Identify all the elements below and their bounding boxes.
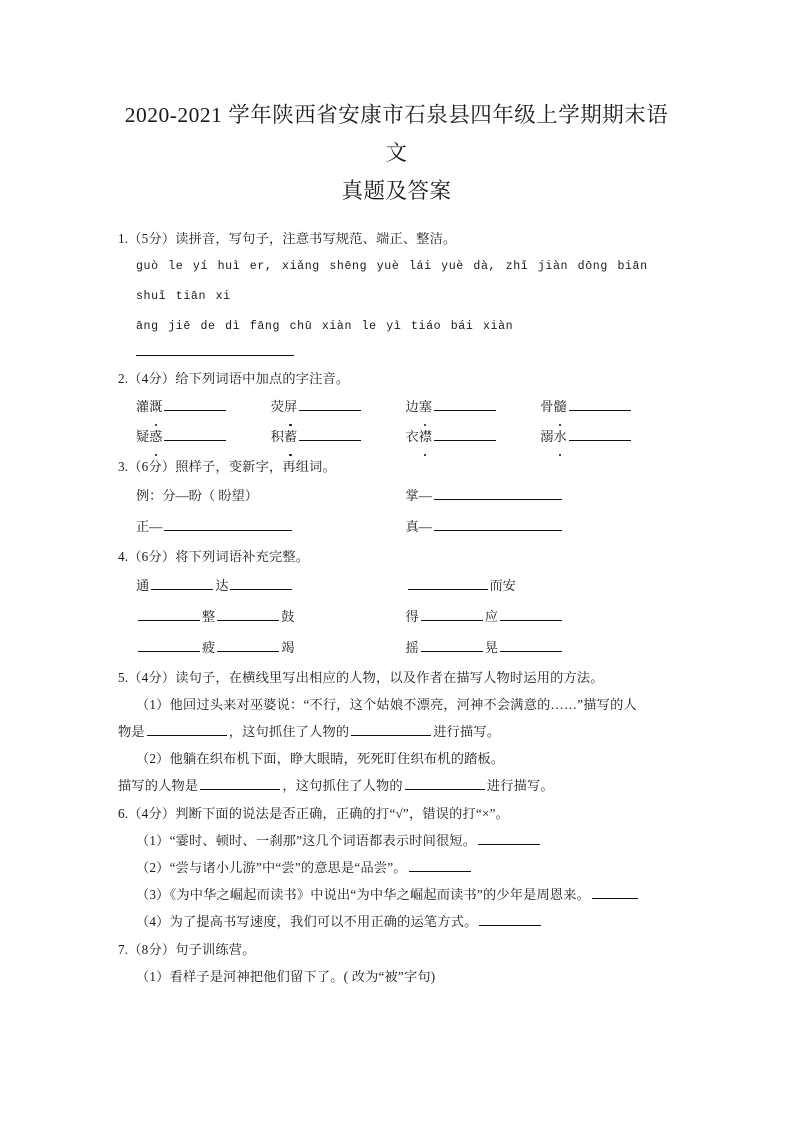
idiom-char: 晃 bbox=[484, 640, 498, 655]
answer-blank[interactable] bbox=[409, 856, 471, 872]
question-1-stem: 1.（5分）读拼音，写句子，注意书写规范、端正、整洁。 bbox=[118, 231, 457, 246]
item-prompt: 正— bbox=[136, 519, 163, 534]
answer-blank[interactable] bbox=[421, 636, 483, 652]
question-4 bbox=[118, 544, 675, 663]
question-3-example: 例：分—盼（ 盼望） bbox=[136, 488, 258, 503]
answer-blank[interactable] bbox=[434, 515, 562, 531]
answer-blank[interactable] bbox=[434, 395, 496, 411]
answer-blank[interactable] bbox=[217, 605, 279, 621]
question-7 bbox=[118, 937, 675, 990]
idiom-char: 得 bbox=[405, 609, 419, 624]
dotted-char: 襟 bbox=[419, 422, 432, 452]
question-2-item bbox=[406, 422, 541, 452]
answer-blank[interactable] bbox=[138, 605, 200, 621]
answer-blank[interactable] bbox=[217, 636, 279, 652]
answer-blank[interactable] bbox=[500, 605, 562, 621]
answer-blank[interactable] bbox=[147, 720, 227, 736]
question-5-sub-2-line-1: （2）他躺在织布机下面，睁大眼睛，死死盯住织布机的踏板。 bbox=[136, 751, 505, 766]
answer-blank[interactable] bbox=[230, 574, 292, 590]
question-2 bbox=[118, 366, 675, 452]
answer-blank[interactable] bbox=[478, 829, 540, 845]
dotted-char: 髓 bbox=[553, 392, 566, 422]
item-prompt: 掌— bbox=[405, 488, 432, 503]
word-char: 溺 bbox=[540, 429, 554, 444]
question-2-item bbox=[540, 392, 675, 422]
question-6-item-2 bbox=[136, 854, 675, 881]
question-1-pinyin-line-1: guò le yí huì er, xiǎng shēng yuè lái yuè dà, zhǐ jiàn dōng biān shuǐ tiān xi bbox=[136, 260, 648, 303]
question-3-stem: 3.（6分）照样子，变新字，再组词。 bbox=[118, 459, 336, 474]
question-6-stem: 6.（4分）判断下面的说法是否正确，正确的打“√”，错误的打“×”。 bbox=[118, 806, 510, 821]
question-2-item bbox=[271, 422, 406, 452]
text-fragment: 物是 bbox=[118, 724, 145, 739]
answer-blank[interactable] bbox=[500, 636, 562, 652]
idiom-char: 鼓 bbox=[281, 609, 295, 624]
question-4-row-3 bbox=[136, 632, 675, 663]
dotted-char: 溉 bbox=[149, 392, 162, 422]
dotted-char: 水 bbox=[553, 422, 566, 452]
word-char: 骨 bbox=[540, 399, 554, 414]
word-char: 疑 bbox=[136, 429, 150, 444]
answer-blank[interactable] bbox=[200, 774, 280, 790]
answer-blank[interactable] bbox=[479, 910, 541, 926]
answer-blank[interactable] bbox=[151, 574, 213, 590]
question-5 bbox=[118, 665, 675, 799]
question-7-stem: 7.（8分）句子训练营。 bbox=[118, 942, 256, 957]
question-4-row-1 bbox=[136, 570, 675, 601]
question-2-item bbox=[271, 392, 406, 422]
question-7-item-1: （1）看样子是河神把他们留下了。( 改为“被”字句) bbox=[136, 969, 436, 984]
question-1-answer-line[interactable] bbox=[136, 354, 294, 356]
answer-blank[interactable] bbox=[434, 484, 562, 500]
text-fragment: 描写的人物是 bbox=[118, 778, 199, 793]
idiom-char: 应 bbox=[484, 609, 498, 624]
question-2-item bbox=[406, 392, 541, 422]
question-4-idiom bbox=[406, 570, 676, 601]
word-char: 灌 bbox=[136, 399, 150, 414]
dotted-char: 惑 bbox=[149, 422, 162, 452]
question-1 bbox=[118, 226, 675, 356]
answer-blank[interactable] bbox=[421, 605, 483, 621]
question-3-item bbox=[406, 480, 676, 511]
answer-blank[interactable] bbox=[592, 883, 638, 899]
question-6-item-4 bbox=[136, 908, 675, 935]
question-5-stem: 5.（4分）读句子，在横线里写出相应的人物，以及作者在描写人物时运用的方法。 bbox=[118, 670, 604, 685]
question-1-pinyin-line-2: āng jiē de dì fāng chū xiàn le yì tiáo bái xiàn bbox=[136, 320, 514, 333]
title-line-2: 真题及答案 bbox=[341, 179, 452, 203]
question-2-row-1 bbox=[136, 392, 675, 422]
text-fragment: ，这句抓住了人物的 bbox=[282, 778, 403, 793]
question-2-stem: 2.（4分）给下列词语中加点的字注音。 bbox=[118, 371, 350, 386]
question-2-row-2 bbox=[136, 422, 675, 452]
word-char: 边 bbox=[405, 399, 419, 414]
question-6-item-1 bbox=[136, 827, 675, 854]
question-4-row-2 bbox=[136, 601, 675, 632]
answer-blank[interactable] bbox=[299, 395, 361, 411]
title-line-1: 2020-2021 学年陕西省安康市石泉县四年级上学期期末语文 bbox=[124, 103, 669, 165]
answer-blank[interactable] bbox=[408, 574, 488, 590]
question-6-item-3 bbox=[136, 881, 675, 908]
answer-blank[interactable] bbox=[138, 636, 200, 652]
question-5-sub-1-line-2 bbox=[118, 718, 675, 745]
item-prompt: 真— bbox=[405, 519, 432, 534]
item-text: （2）“尝与诸小儿游”中“尝”的意思是“品尝”。 bbox=[136, 860, 407, 875]
word-char: 荧 bbox=[270, 399, 284, 414]
idiom-char: 而安 bbox=[489, 578, 516, 593]
text-fragment: 进行描写。 bbox=[433, 724, 501, 739]
question-3-row-1 bbox=[136, 480, 675, 511]
answer-blank[interactable] bbox=[405, 774, 485, 790]
answer-blank[interactable] bbox=[569, 395, 631, 411]
answer-blank[interactable] bbox=[351, 720, 431, 736]
question-4-idiom bbox=[136, 601, 406, 632]
question-6 bbox=[118, 801, 675, 935]
idiom-char: 竭 bbox=[281, 640, 295, 655]
question-2-item bbox=[136, 422, 271, 452]
dotted-char: 屏 bbox=[284, 392, 297, 422]
dotted-char: 塞 bbox=[419, 392, 432, 422]
idiom-char: 摇 bbox=[405, 640, 419, 655]
question-5-sub-2-line-2 bbox=[118, 772, 675, 799]
item-text: （1）“霎时、顿时、一刹那”这几个词语都表示时间很短。 bbox=[136, 833, 477, 848]
question-4-idiom bbox=[406, 601, 676, 632]
word-char: 衣 bbox=[405, 429, 419, 444]
idiom-char: 达 bbox=[215, 578, 229, 593]
answer-blank[interactable] bbox=[164, 515, 292, 531]
idiom-char: 整 bbox=[202, 609, 216, 624]
question-3-item bbox=[406, 511, 676, 542]
answer-blank[interactable] bbox=[164, 425, 226, 441]
question-4-stem: 4.（6分）将下列词语补充完整。 bbox=[118, 549, 310, 564]
question-5-sub-1-line-1: （1）他回过头来对巫婆说：“不行，这个姑娘不漂亮，河神不会满意的……”描写的人 bbox=[136, 697, 637, 712]
question-3-item bbox=[136, 511, 406, 542]
text-fragment: 进行描写。 bbox=[486, 778, 554, 793]
dotted-char: 蓄 bbox=[284, 422, 297, 452]
word-char: 积 bbox=[270, 429, 284, 444]
question-4-idiom bbox=[136, 570, 406, 601]
text-fragment: ，这句抓住了人物的 bbox=[228, 724, 350, 739]
answer-blank[interactable] bbox=[299, 425, 361, 441]
item-text: （3）《为中华之崛起而读书》中说出“为中华之崛起而读书”的少年是周恩来。 bbox=[136, 887, 591, 902]
question-4-idiom bbox=[136, 632, 406, 663]
idiom-char: 疲 bbox=[202, 640, 216, 655]
question-2-item bbox=[540, 422, 675, 452]
question-3-row-2 bbox=[136, 511, 675, 542]
answer-blank[interactable] bbox=[569, 425, 631, 441]
answer-blank[interactable] bbox=[434, 425, 496, 441]
question-4-idiom bbox=[406, 632, 676, 663]
answer-blank[interactable] bbox=[164, 395, 226, 411]
item-text: （4）为了提高书写速度，我们可以不用正确的运笔方式。 bbox=[136, 914, 478, 929]
idiom-char: 通 bbox=[136, 578, 150, 593]
question-3 bbox=[118, 454, 675, 542]
page-title bbox=[118, 96, 675, 210]
question-2-item bbox=[136, 392, 271, 422]
